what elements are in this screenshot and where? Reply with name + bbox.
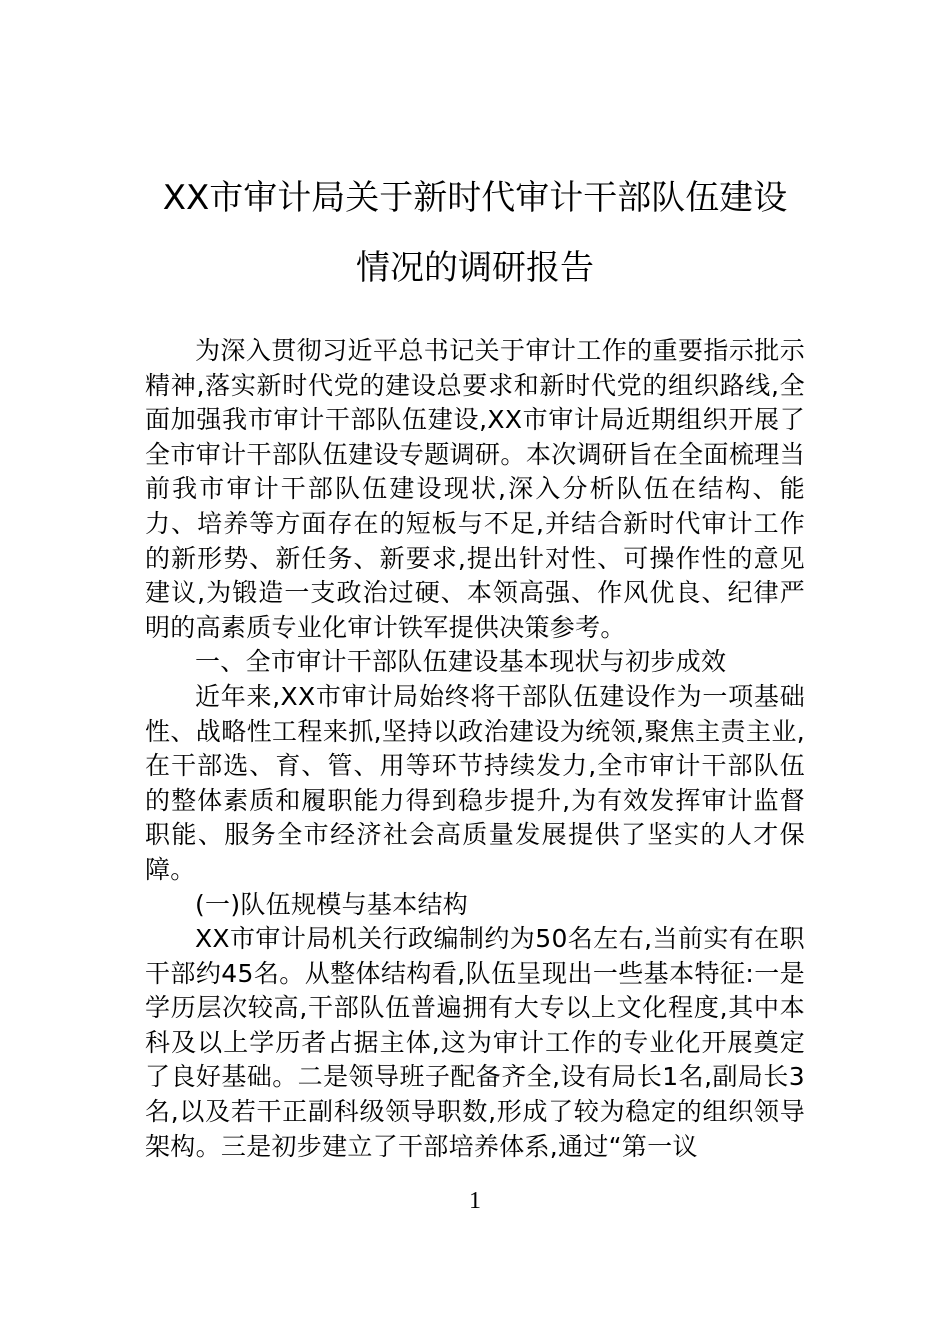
section-heading-1: 一、全市审计干部队伍建设基本现状与初步成效 [195,647,727,677]
subsection-heading-1: (一)队伍规模与基本结构 [195,889,469,919]
document-title-line-1: XX市审计局关于新时代审计干部队伍建设 [162,178,788,218]
paragraph-subsection-1: XX市审计局机关行政编制约为50名左右,当前实有在职干部约45名。从整体结构看,队伍呈现出一些基本特征:一是学历层次较高,干部队伍普遍拥有大专以上文化程度,其中本科及以上学历者占据主体,这为审计工作的专业化开展奠定了良好基础。二是领导班子配备齐全,设有局长1名,副局长3名,以及若干正副科级领导职数,形成了较为稳定的组织领导架构。三是初步建立了干部培养体系,通过“第一议 [145,924,805,1161]
document-title-line-2: 情况的调研报告 [356,248,594,288]
paragraph-intro: 为深入贯彻习近平总书记关于审计工作的重要指示批示精神,落实新时代党的建设总要求和新时代党的组织路线,全面加强我市审计干部队伍建设,XX市审计局近期组织开展了全市审计干部队伍建设专题调研。本次调研旨在全面梳理当前我市审计干部队伍建设现状,深入分析队伍在结构、能力、培养等方面存在的短板与不足,并结合新时代审计工作的新形势、新任务、新要求,提出针对性、可操作性的意见建议,为锻造一支政治过硬、本领高强、作风优良、纪律严明的高素质专业化审计铁军提供决策参考。 [145,336,805,642]
document-body [145,334,805,1164]
page-number: 1 [469,1188,481,1214]
paragraph-section-1: 近年来,XX市审计局始终将干部队伍建设作为一项基础性、战略性工程来抓,坚持以政治建设为统领,聚焦主责主业,在干部选、育、管、用等环节持续发力,全市审计干部队伍的整体素质和履职能力得到稳步提升,为有效发挥审计监督职能、服务全市经济社会高质量发展提供了坚实的人才保障。 [145,681,805,884]
